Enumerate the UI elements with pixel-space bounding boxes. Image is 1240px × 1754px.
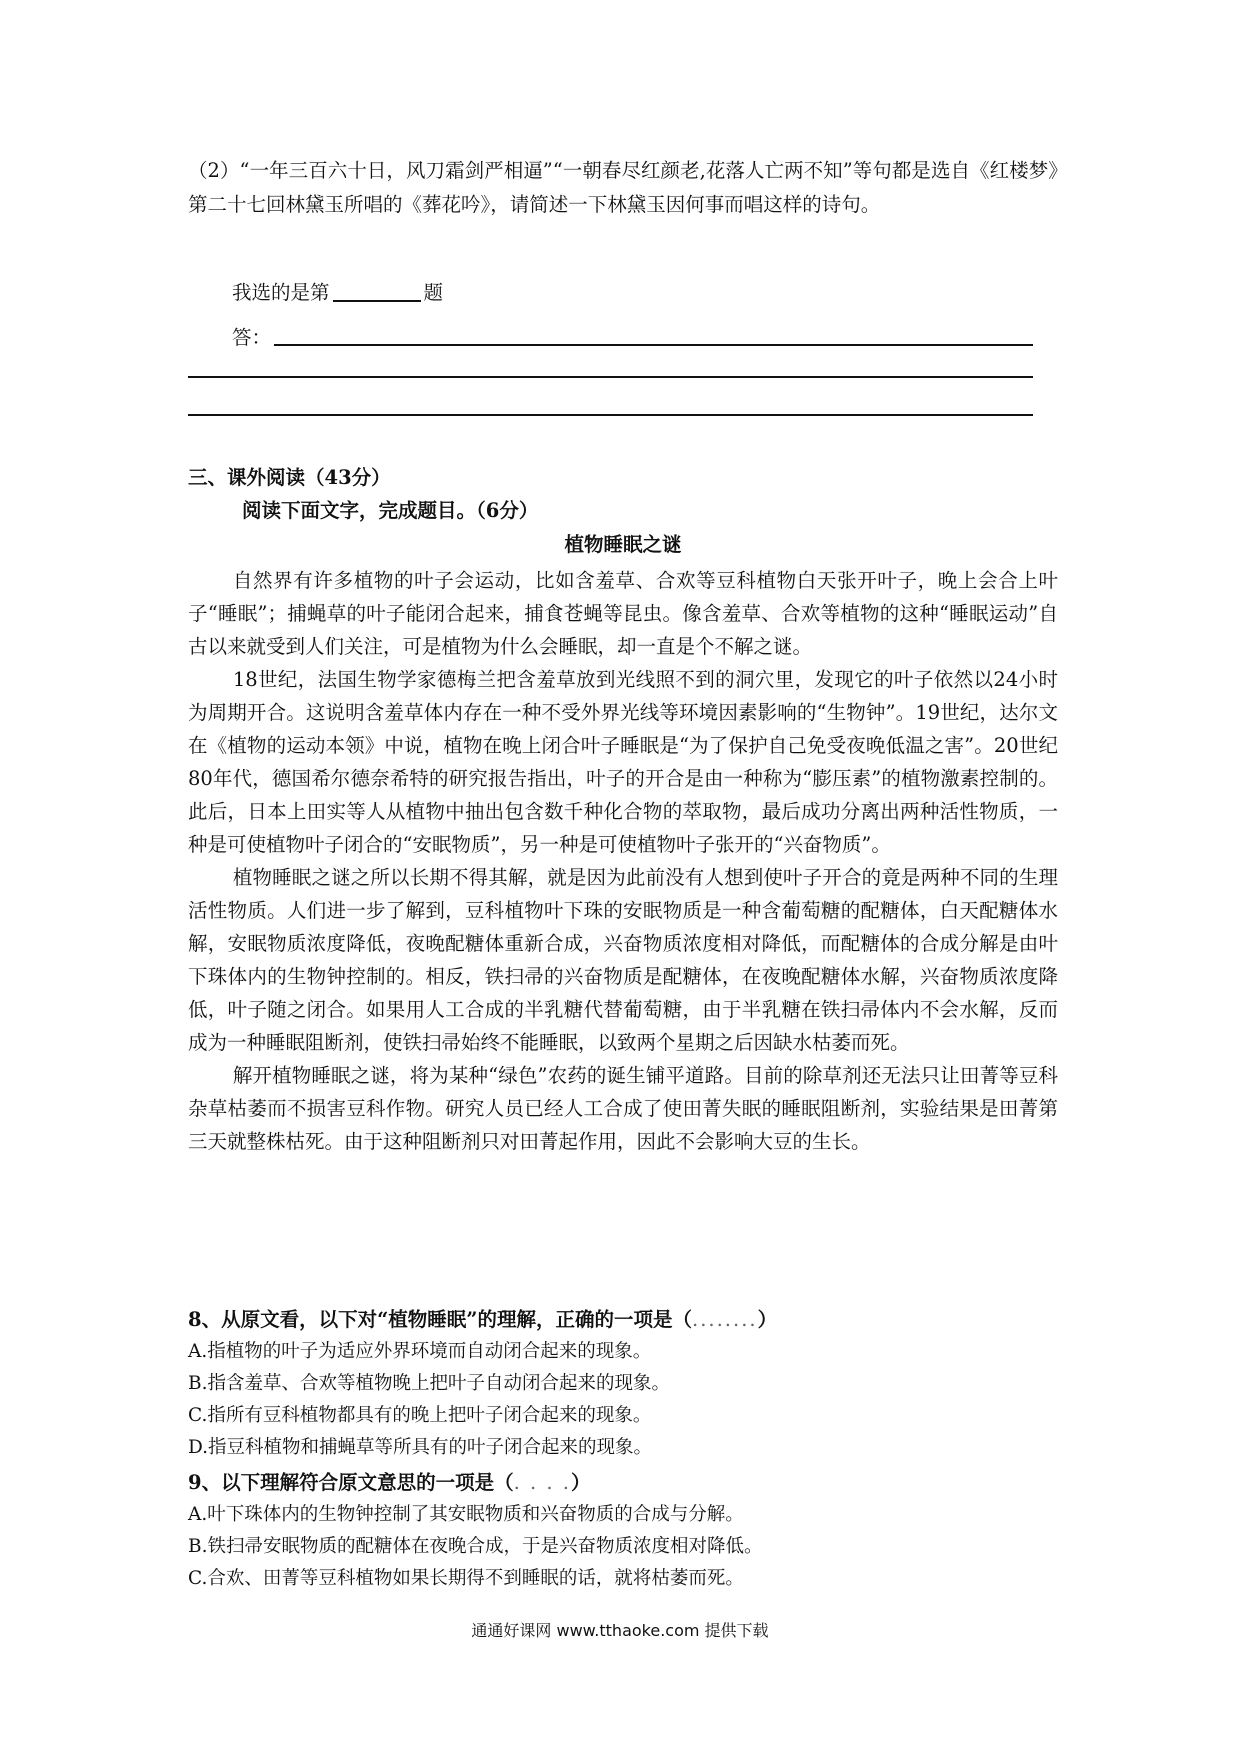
answer-line-2[interactable] xyxy=(188,376,1033,378)
article-paragraph: 自然界有许多植物的叶子会运动，比如含羞草、合欢等豆科植物白天张开叶子，晚上会合上叶子“睡眠”；捕蝇草的叶子能闭合起来，捕食苍蝇等昆虫。像含羞草、合欢等植物的这种“睡眠运动”自古以来就受到人们关注，可是植物为什么会睡眠，却一直是个不解之谜。 xyxy=(188,569,1058,658)
question-8-stem xyxy=(188,1303,1058,1336)
article-title-wrap xyxy=(188,528,1058,561)
section-3-instruction-wrap xyxy=(242,494,842,527)
question-8-option-b: B.指含羞草、合欢等植物晚上把叶子自动闭合起来的现象。 xyxy=(188,1373,670,1394)
article-paragraph: 解开植物睡眠之谜，将为某种“绿色”农药的诞生铺平道路。目前的除草剂还无法只让田菁等豆科杂草枯萎而不损害豆科作物。研究人员已经人工合成了使田菁失眠的睡眠阻断剂，实验结果是田菁第三天就整株枯死。由于这种阻断剂只对田菁起作用，因此不会影响大豆的生长。 xyxy=(188,1064,1058,1153)
article-paragraph: 植物睡眠之谜之所以长期不得其解，就是因为此前没有人想到使叶子开合的竟是两种不同的生理活性物质。人们进一步了解到，豆科植物叶下珠的安眠物质是一种含葡萄糖的配糖体，白天配糖体水解，安眠物质浓度降低，夜晚配糖体重新合成，兴奋物质浓度相对降低，而配糖体的合成分解是由叶下珠体内的生物钟控制的。相反，铁扫帚的兴奋物质是配糖体，在夜晚配糖体水解，兴奋物质浓度降低，叶子随之闭合。如果用人工合成的半乳糖代替葡萄糖，由于半乳糖在铁扫帚体内不会水解，反而成为一种睡眠阻断剂，使铁扫帚始终不能睡眠，以致两个星期之后因缺水枯萎而死。 xyxy=(188,866,1058,1054)
footer-text: 通通好课网 www.tthaoke.com 提供下载 xyxy=(471,1621,769,1640)
section-3-instruction: 阅读下面文字，完成题目。（6分） xyxy=(242,499,539,522)
article-paragraph: 18世纪，法国生物学家德梅兰把含羞草放到光线照不到的洞穴里，发现它的叶子依然以24小时为周期开合。这说明含羞草体内存在一种不受外界光线等环境因素影响的“生物钟”。19世纪，达尔文在《植物的运动本领》中说，植物在晚上闭合叶子睡眠是“为了保护自己免受夜晚低温之害”。20世纪80年代，德国希尔德奈希特的研究报告指出，叶子的开合是由一种称为“膨压素”的植物激素控制的。此后，日本上田实等人从植物中抽出包含数千种化合物的萃取物，最后成功分离出两种活性物质，一种是可使植物叶子闭合的“安眠物质”，另一种是可使植物叶子张开的“兴奋物质”。 xyxy=(188,668,1058,856)
question-9-option-c: C.合欢、田菁等豆科植物如果长期得不到睡眠的话，就将枯萎而死。 xyxy=(188,1568,744,1589)
question-9-answer-blank[interactable]: . . . . xyxy=(513,1471,571,1494)
question-9-stem-text: 9、以下理解符合原文意思的一项是（ xyxy=(188,1471,514,1494)
question-2 xyxy=(188,154,1058,222)
question-8 xyxy=(188,1303,1058,1464)
answer-line-1[interactable] xyxy=(274,344,1033,346)
choice-blank[interactable] xyxy=(333,278,421,302)
answer-line-3[interactable] xyxy=(188,414,1033,416)
question-8-option-d: D.指豆科植物和捕蝇草等所具有的叶子闭合起来的现象。 xyxy=(188,1437,653,1458)
question-9-stem xyxy=(188,1466,1058,1499)
question-8-option-c: C.指所有豆科植物都具有的晚上把叶子闭合起来的现象。 xyxy=(188,1405,652,1426)
choose-suffix: 题 xyxy=(423,281,444,304)
question-9-option-a: A.叶下珠体内的生物钟控制了其安眠物质和兴奋物质的合成与分解。 xyxy=(188,1504,744,1525)
question-9-option-b: B.铁扫帚安眠物质的配糖体在夜晚合成，于是兴奋物质浓度相对降低。 xyxy=(188,1536,763,1557)
choose-prefix: 我选的是第 xyxy=(232,281,330,304)
question-8-stem-text: 8、从原文看，以下对“植物睡眠”的理解，正确的一项是（ xyxy=(188,1308,693,1331)
question-9 xyxy=(188,1466,1058,1595)
question-8-answer-blank[interactable]: ........ xyxy=(692,1308,758,1331)
question-8-option-a: A.指植物的叶子为适应外界环境而自动闭合起来的现象。 xyxy=(188,1341,652,1362)
article-body xyxy=(188,564,1058,1158)
answer-label-wrap xyxy=(232,321,271,354)
question-9-stem-close: ） xyxy=(570,1471,591,1494)
answer-label: 答： xyxy=(232,326,272,349)
article-title: 植物睡眠之谜 xyxy=(564,533,682,556)
page-footer xyxy=(0,1618,1240,1641)
question-8-stem-close: ） xyxy=(757,1308,778,1331)
section-3-heading: 三、课外阅读（43分） xyxy=(188,466,391,489)
question-2-text: （2）“一年三百六十日，风刀霜剑严相逼”“一朝春尽红颜老,花落人亡两不知”等句都是选自《红楼梦》第二十七回林黛玉所唱的《葬花吟》，请简述一下林黛玉因何事而唱这样的诗句。 xyxy=(188,159,1058,216)
section-3-header xyxy=(188,461,688,494)
question-choice-line xyxy=(232,276,632,309)
